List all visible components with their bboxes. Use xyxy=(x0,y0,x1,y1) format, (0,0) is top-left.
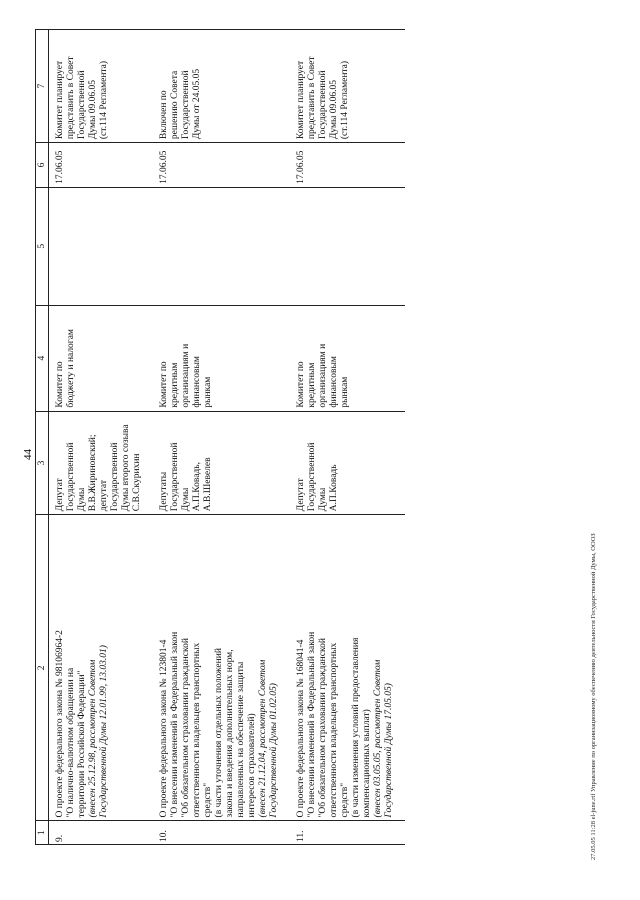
author-line: Думы xyxy=(318,487,328,512)
date-value: 17.06.05 xyxy=(296,150,306,184)
row-number: 10. xyxy=(159,830,169,842)
author-line: А.П.Ковадь, xyxy=(192,462,202,512)
submission-note-line: Государственной Думы 17.05.05) xyxy=(384,683,394,818)
committee-cell xyxy=(290,305,405,411)
submission-note-line: (внесен 03.05.05, рассмотрен Советом xyxy=(373,659,383,818)
description-line: компенсационных выплат) xyxy=(362,709,372,818)
description-line: "О внесении изменений в Федеральный закон xyxy=(170,631,180,818)
status-line: Государственной xyxy=(181,70,191,140)
description-line: О проекте федерального закона № 98106964-2 xyxy=(55,630,65,818)
committee-line: Комитет по xyxy=(55,361,65,408)
author-line: Депутаты xyxy=(159,471,169,512)
description-line: направленных на обеспечение защиты xyxy=(236,661,246,818)
row-number-cell xyxy=(290,821,405,845)
status-cell xyxy=(290,30,405,143)
column-5-cell xyxy=(290,187,405,305)
row-number-cell xyxy=(49,821,154,845)
status-line: Думы 09.06.05 xyxy=(329,79,339,140)
author-line: Государственной xyxy=(170,442,180,512)
column-number-row xyxy=(36,30,49,845)
description-line: средств" xyxy=(340,782,350,818)
author-line: Думы xyxy=(77,487,87,512)
author-line: С.В.Скурихин xyxy=(132,453,142,512)
status-line: представить в Совет xyxy=(307,56,317,140)
status-line: (ст.114 Регламента) xyxy=(340,60,350,140)
committee-line: кредитным xyxy=(307,362,317,408)
status-line: Комитет планирует xyxy=(55,60,65,140)
date-value: 17.06.05 xyxy=(55,150,65,184)
committee-line: финансовым xyxy=(192,356,202,408)
author-line: Государственной xyxy=(66,442,76,512)
column-5-cell xyxy=(49,187,154,305)
date-value: 17.06.05 xyxy=(159,150,169,184)
status-line: Государственной xyxy=(318,70,328,140)
authors-cell xyxy=(290,411,405,515)
submission-note-line: (внесен 25.12.98, рассмотрен Советом xyxy=(88,659,98,818)
authors-cell xyxy=(49,411,154,515)
table-row xyxy=(290,30,405,845)
submission-note-line: (внесен 21.12.04, рассмотрен Советом xyxy=(258,659,268,818)
committee-line: рынкам xyxy=(203,376,213,408)
bill-description-cell xyxy=(49,515,154,821)
committee-line: Комитет по xyxy=(159,361,169,408)
column-number: 3 xyxy=(36,411,49,515)
status-line: Комитет планирует xyxy=(296,60,306,140)
description-line: О проекте федерального закона № 168041-4 xyxy=(296,639,306,818)
status-line: Включен по xyxy=(159,90,169,140)
committee-line: бюджету и налогам xyxy=(66,329,76,408)
description-line: (в части уточнения отдельных положений xyxy=(214,648,224,818)
committee-cell xyxy=(153,305,290,411)
description-line: средств" xyxy=(203,782,213,818)
bills-table xyxy=(35,29,405,845)
author-line: Государственной xyxy=(110,442,120,512)
author-line: Думы xyxy=(181,487,191,512)
row-number-cell xyxy=(153,821,290,845)
committee-line: кредитным xyxy=(170,362,180,408)
bill-description-cell xyxy=(153,515,290,821)
column-number: 6 xyxy=(36,143,49,188)
description-line: О проекте федерального закона № 123801-4 xyxy=(159,639,169,818)
date-cell xyxy=(153,143,290,188)
description-line: ответственности владельцев транспортных xyxy=(192,642,202,818)
description-line: "Об обязательном страховании гражданской xyxy=(181,638,191,818)
committee-cell xyxy=(49,305,154,411)
author-line: Государственной xyxy=(307,442,317,512)
status-line: представить в Совет xyxy=(66,56,76,140)
table-row xyxy=(49,30,154,845)
status-cell xyxy=(49,30,154,143)
committee-line: финансовым xyxy=(329,356,339,408)
author-line: депутат xyxy=(99,479,109,512)
submission-note-line: Государственной Думы 12.01.99, 13.03.01) xyxy=(99,645,109,818)
column-number: 4 xyxy=(36,305,49,411)
committee-line: организациям и xyxy=(318,343,328,408)
description-line: "Об обязательном страховании гражданской xyxy=(318,638,328,818)
column-number: 1 xyxy=(36,821,49,845)
row-number: 9. xyxy=(55,834,65,842)
column-number: 2 xyxy=(36,515,49,821)
status-line: Государственной xyxy=(77,70,87,140)
column-number: 5 xyxy=(36,187,49,305)
description-line: интересов страхователей) xyxy=(247,713,257,818)
status-cell xyxy=(153,30,290,143)
committee-line: организациям и xyxy=(181,343,191,408)
status-line: Думы от 24.05.05 xyxy=(192,68,202,140)
status-line: Думы 09.06.05 xyxy=(88,79,98,140)
date-cell xyxy=(290,143,405,188)
author-line: В.В.Жириновский; xyxy=(88,434,98,512)
description-line: закона и введения дополнительных норм, xyxy=(225,649,235,818)
submission-note-line: Государственной Думы 01.02.05) xyxy=(269,683,279,818)
status-line: (ст.114 Регламента) xyxy=(99,60,109,140)
description-line: (в части изменения условий предоставления xyxy=(351,637,361,818)
column-number: 7 xyxy=(36,30,49,143)
committee-line: Комитет по xyxy=(296,361,306,408)
status-line: решению Совета xyxy=(170,70,180,140)
description-line: ответственности владельцев транспортных xyxy=(329,642,339,818)
description-line: "О налично-валютном обращении на xyxy=(66,667,76,818)
description-line: территории Российской Федерации" xyxy=(77,670,87,818)
author-line: А.В.Шевелев xyxy=(203,457,213,512)
author-line: Депутат xyxy=(55,478,65,512)
footer-note: 27.05.05 11:28 el-june.rtf Управление по организационному обеспечению деятельности Государственной Думы, ОООЗ xyxy=(590,533,597,860)
description-line: "О внесении изменений в Федеральный закон xyxy=(307,631,317,818)
table-row xyxy=(153,30,290,845)
author-line: Депутат xyxy=(296,478,306,512)
committee-line: рынкам xyxy=(340,376,350,408)
row-number: 11. xyxy=(296,830,306,842)
bill-description-cell xyxy=(290,515,405,821)
authors-cell xyxy=(153,411,290,515)
author-line: Думы второго созыва xyxy=(121,424,131,512)
column-5-cell xyxy=(153,187,290,305)
date-cell xyxy=(49,143,154,188)
page-number: 44 xyxy=(22,449,34,460)
author-line: А.П.Ковадь xyxy=(329,464,339,512)
